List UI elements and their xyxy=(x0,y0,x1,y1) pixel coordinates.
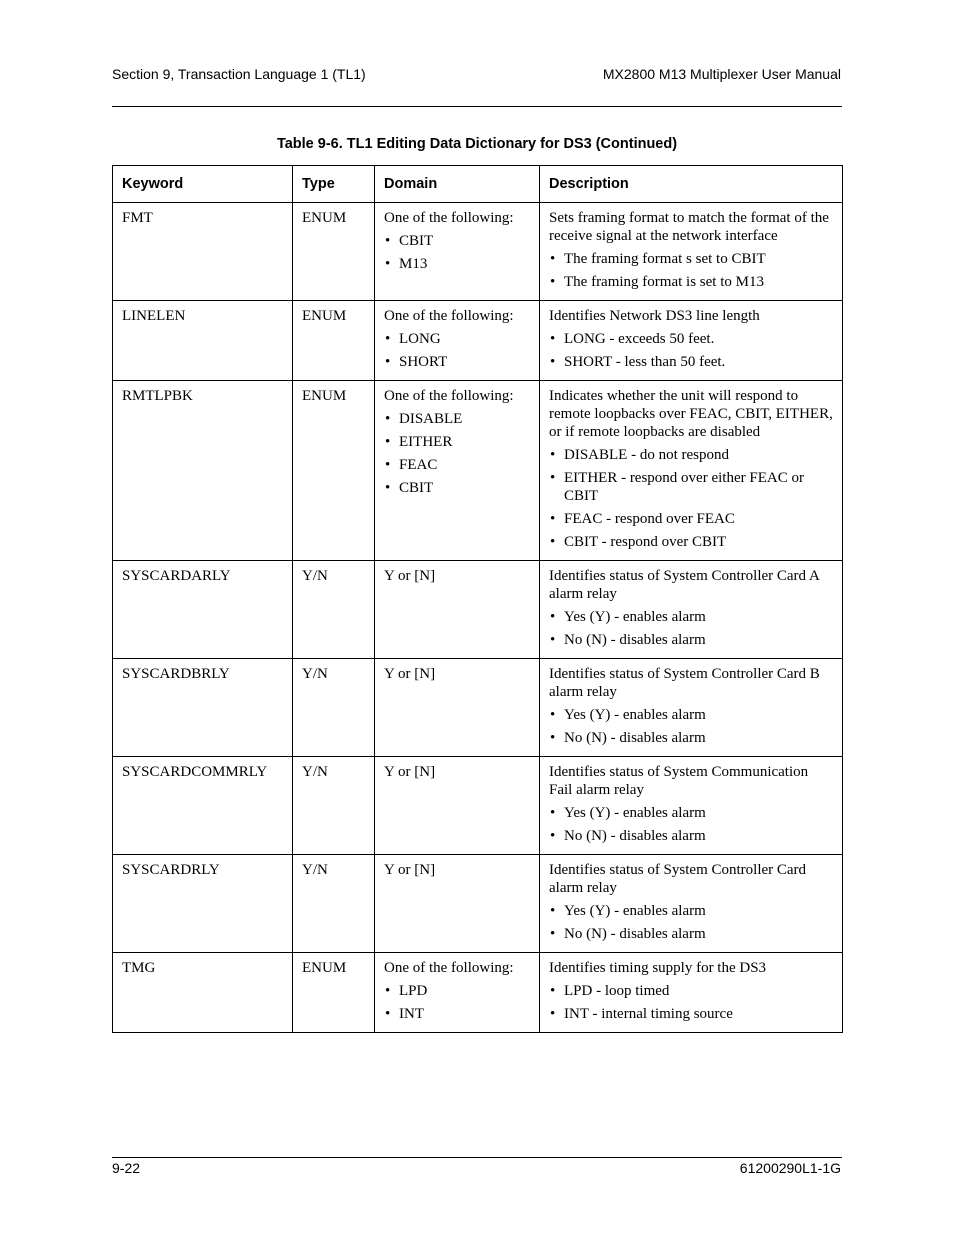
description-list-item: • EITHER - respond over either FEAC or CBIT xyxy=(549,469,833,505)
description-list-item: • FEAC - respond over FEAC xyxy=(549,510,833,528)
description-list-item: • INT - internal timing source xyxy=(549,1005,833,1023)
table-row xyxy=(113,953,843,1033)
description-list-item: • LPD - loop timed xyxy=(549,982,833,1000)
type-cell: ENUM xyxy=(293,953,375,1033)
description-list xyxy=(549,804,833,845)
keyword-cell: LINELEN xyxy=(113,301,293,381)
column-header-type: Type xyxy=(293,166,375,203)
type-cell: ENUM xyxy=(293,301,375,381)
description-list-item: • No (N) - disables alarm xyxy=(549,729,833,747)
table-row xyxy=(113,757,843,855)
description-cell xyxy=(540,301,843,381)
domain-cell xyxy=(375,757,540,855)
domain-intro: Y or [N] xyxy=(384,764,436,780)
domain-list-item: • INT xyxy=(384,1005,530,1023)
domain-cell xyxy=(375,381,540,561)
description-list xyxy=(549,982,833,1023)
description-list xyxy=(549,330,833,371)
domain-intro: One of the following: xyxy=(384,308,514,324)
type-cell: Y/N xyxy=(293,561,375,659)
domain-list xyxy=(384,982,530,1023)
description-intro: Identifies status of System Controller Card B alarm relay xyxy=(549,666,820,700)
description-list-item: • No (N) - disables alarm xyxy=(549,925,833,943)
keyword-cell: SYSCARDBRLY xyxy=(113,659,293,757)
type-cell: ENUM xyxy=(293,381,375,561)
domain-list xyxy=(384,410,530,497)
running-header-manual-title: MX2800 M13 Multiplexer User Manual xyxy=(602,66,841,82)
domain-list-item: • M13 xyxy=(384,255,530,273)
description-list-item: • No (N) - disables alarm xyxy=(549,827,833,845)
domain-cell xyxy=(375,953,540,1033)
description-list-item: • Yes (Y) - enables alarm xyxy=(549,608,833,626)
description-list-item: • CBIT - respond over CBIT xyxy=(549,533,833,551)
footer-rule xyxy=(112,1157,842,1158)
domain-intro: Y or [N] xyxy=(384,666,436,682)
document-number: 61200290L1-1G xyxy=(739,1160,841,1176)
domain-list-item: • CBIT xyxy=(384,479,530,497)
table-body xyxy=(113,203,843,1033)
keyword-cell: SYSCARDARLY xyxy=(113,561,293,659)
column-header-keyword: Keyword xyxy=(113,166,293,203)
description-list xyxy=(549,608,833,649)
description-cell xyxy=(540,953,843,1033)
table-row xyxy=(113,301,843,381)
description-intro: Identifies timing supply for the DS3 xyxy=(549,960,767,976)
domain-cell xyxy=(375,301,540,381)
keyword-cell: TMG xyxy=(113,953,293,1033)
type-cell: Y/N xyxy=(293,757,375,855)
description-intro: Identifies status of System Communication Fail alarm relay xyxy=(549,764,809,798)
type-cell: Y/N xyxy=(293,659,375,757)
type-cell: Y/N xyxy=(293,855,375,953)
description-list-item: • The framing format s set to CBIT xyxy=(549,250,833,268)
description-list-item: • LONG - exceeds 50 feet. xyxy=(549,330,833,348)
description-list-item: • No (N) - disables alarm xyxy=(549,631,833,649)
description-list xyxy=(549,250,833,291)
domain-cell xyxy=(375,659,540,757)
description-list-item: • SHORT - less than 50 feet. xyxy=(549,353,833,371)
table-row xyxy=(113,855,843,953)
description-list-item: • Yes (Y) - enables alarm xyxy=(549,902,833,920)
domain-intro: One of the following: xyxy=(384,960,514,976)
description-list xyxy=(549,446,833,551)
domain-list-item: • LPD xyxy=(384,982,530,1000)
description-cell xyxy=(540,203,843,301)
description-cell xyxy=(540,659,843,757)
keyword-cell: RMTLPBK xyxy=(113,381,293,561)
description-intro: Indicates whether the unit will respond to remote loopbacks over FEAC, CBIT, EITHER, or if remote loopbacks are disabled xyxy=(549,388,833,440)
table-row xyxy=(113,381,843,561)
domain-intro: Y or [N] xyxy=(384,862,436,878)
keyword-cell: FMT xyxy=(113,203,293,301)
domain-intro: Y or [N] xyxy=(384,568,436,584)
table-row xyxy=(113,561,843,659)
table-row xyxy=(113,659,843,757)
description-list xyxy=(549,902,833,943)
description-list-item: • The framing format is set to M13 xyxy=(549,273,833,291)
description-intro: Sets framing format to match the format of the receive signal at the network interface xyxy=(549,210,829,244)
header-rule xyxy=(112,106,842,107)
domain-list xyxy=(384,330,530,371)
table-header-row xyxy=(113,166,843,203)
domain-list-item: • EITHER xyxy=(384,433,530,451)
table-row xyxy=(113,203,843,301)
data-dictionary-table xyxy=(112,165,843,1033)
domain-list-item: • DISABLE xyxy=(384,410,530,428)
domain-list-item: • CBIT xyxy=(384,232,530,250)
domain-cell xyxy=(375,855,540,953)
description-list-item: • Yes (Y) - enables alarm xyxy=(549,706,833,724)
description-cell xyxy=(540,381,843,561)
type-cell: ENUM xyxy=(293,203,375,301)
description-intro: Identifies status of System Controller Card A alarm relay xyxy=(549,568,819,602)
description-intro: Identifies status of System Controller Card alarm relay xyxy=(549,862,807,896)
domain-list-item: • SHORT xyxy=(384,353,530,371)
domain-list-item: • FEAC xyxy=(384,456,530,474)
domain-list xyxy=(384,232,530,273)
table-caption: Table 9-6. TL1 Editing Data Dictionary for DS3 (Continued) xyxy=(276,136,678,152)
domain-list-item: • LONG xyxy=(384,330,530,348)
domain-intro: One of the following: xyxy=(384,210,514,226)
keyword-cell: SYSCARDRLY xyxy=(113,855,293,953)
keyword-cell: SYSCARDCOMMRLY xyxy=(113,757,293,855)
description-cell xyxy=(540,757,843,855)
page-number: 9-22 xyxy=(112,1160,141,1176)
description-list-item: • DISABLE - do not respond xyxy=(549,446,833,464)
description-cell xyxy=(540,855,843,953)
running-header-section: Section 9, Transaction Language 1 (TL1) xyxy=(112,66,366,82)
description-intro: Identifies Network DS3 line length xyxy=(549,308,760,324)
description-cell xyxy=(540,561,843,659)
description-list xyxy=(549,706,833,747)
description-list-item: • Yes (Y) - enables alarm xyxy=(549,804,833,822)
domain-intro: One of the following: xyxy=(384,388,514,404)
domain-cell xyxy=(375,203,540,301)
column-header-description: Description xyxy=(540,166,843,203)
column-header-domain: Domain xyxy=(375,166,540,203)
domain-cell xyxy=(375,561,540,659)
